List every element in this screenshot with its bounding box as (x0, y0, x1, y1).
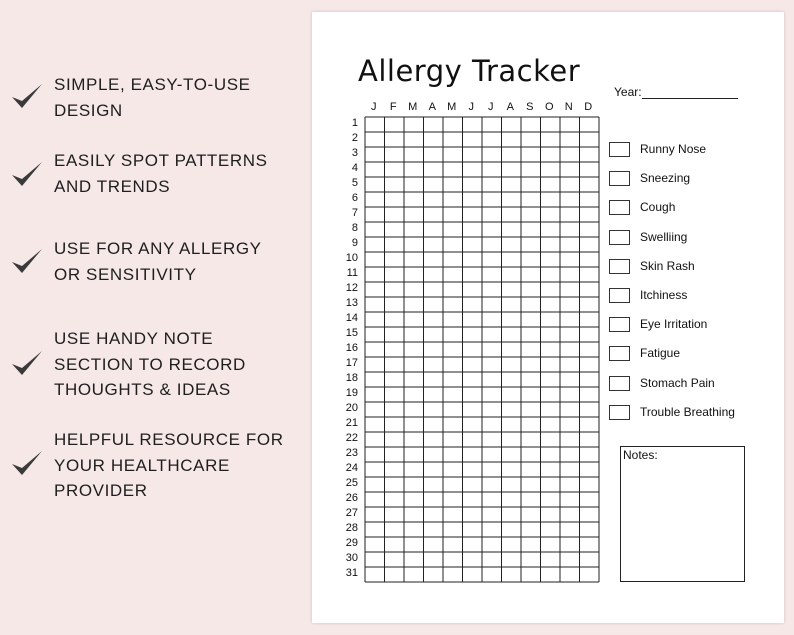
symptom-label: Runny Nose (640, 142, 707, 156)
day-label: 9 (351, 237, 358, 249)
day-label: 15 (345, 327, 358, 339)
symptom-checkbox[interactable] (609, 171, 630, 186)
day-label: 4 (351, 162, 358, 174)
month-header: O (544, 101, 554, 113)
symptom-item (609, 346, 784, 362)
symptom-item (609, 288, 784, 304)
month-header: J (468, 101, 474, 113)
month-header: J (371, 101, 377, 113)
checkmark-icon (10, 247, 44, 277)
symptom-label: Trouble Breathing (640, 404, 735, 419)
symptom-checkbox[interactable] (609, 317, 630, 332)
symptom-label: Cough (640, 200, 676, 215)
checkmark-icon (10, 349, 44, 379)
symptom-checkbox[interactable] (609, 230, 630, 245)
notes-box (620, 446, 745, 582)
day-label: 25 (345, 477, 358, 489)
month-header: F (389, 101, 397, 113)
day-label: 23 (345, 447, 358, 459)
symptom-label: Itchiness (640, 288, 688, 302)
symptom-checkbox[interactable] (609, 288, 630, 303)
day-label: 12 (345, 282, 358, 294)
symptom-item (609, 405, 784, 421)
symptom-item (609, 171, 784, 187)
feature-text: SIMPLE, EASY-TO-USE DESIGN (54, 75, 251, 120)
checkmark-icon (10, 82, 44, 112)
symptom-label: Stomach Pain (640, 375, 715, 390)
symptom-checkbox[interactable] (609, 142, 630, 157)
checkmark-icon (10, 160, 44, 190)
month-header: N (564, 101, 573, 113)
symptom-checkbox[interactable] (609, 405, 630, 420)
symptom-item (609, 259, 784, 275)
day-label: 27 (345, 507, 358, 519)
symptom-checkbox[interactable] (609, 259, 630, 274)
symptom-item (609, 317, 784, 333)
day-label: 6 (351, 192, 358, 204)
feature-text: HELPFUL RESOURCE FOR YOUR HEALTHCARE PROVIDER (54, 430, 284, 500)
day-label: 28 (345, 522, 358, 534)
day-label: 30 (345, 552, 358, 564)
day-label: 8 (351, 222, 358, 234)
feature-text: USE FOR ANY ALLERGY OR SENSITIVITY (54, 239, 262, 284)
symptom-item (609, 142, 784, 158)
symptom-label: Eye Irritation (640, 317, 708, 332)
day-label: 26 (345, 492, 358, 504)
symptom-checkbox[interactable] (609, 346, 630, 361)
day-label: 18 (345, 372, 358, 384)
day-label: 24 (345, 462, 358, 474)
tracker-grid (364, 116, 600, 583)
month-header: D (584, 101, 593, 113)
day-label: 31 (345, 567, 358, 579)
symptom-item (609, 376, 784, 392)
day-label: 16 (345, 342, 358, 354)
symptom-label: Fatigue (640, 346, 681, 361)
day-label: 5 (351, 177, 358, 189)
day-label: 2 (351, 132, 358, 144)
day-label: 21 (345, 417, 358, 429)
month-header: A (428, 101, 436, 113)
day-label: 29 (345, 537, 358, 549)
day-label: 20 (345, 402, 358, 414)
day-label: 13 (345, 297, 358, 309)
day-label: 14 (345, 312, 358, 324)
month-header: A (506, 101, 514, 113)
day-label: 1 (351, 117, 358, 129)
page-title: Allergy Tracker (358, 54, 581, 88)
symptom-label: Skin Rash (640, 258, 695, 273)
symptom-checkbox[interactable] (609, 200, 630, 215)
day-label: 11 (346, 267, 358, 279)
month-header: M (408, 101, 418, 113)
day-label: 19 (345, 387, 358, 399)
feature-text: EASILY SPOT PATTERNS AND TRENDS (54, 151, 268, 196)
symptom-checkbox[interactable] (609, 376, 630, 391)
feature-text: USE HANDY NOTE SECTION TO RECORD THOUGHTS & IDEAS (54, 329, 246, 399)
day-label: 22 (345, 432, 358, 444)
year-field-line (642, 98, 738, 99)
day-label: 17 (345, 357, 358, 369)
year-label: Year: (614, 85, 642, 99)
tracker-page (312, 12, 784, 623)
symptom-label: Sneezing (640, 171, 691, 186)
day-label: 10 (345, 252, 358, 264)
day-label: 3 (351, 147, 358, 159)
symptom-label: Swelliing (640, 229, 688, 244)
day-label: 7 (351, 207, 358, 219)
notes-label: Notes: (623, 448, 658, 462)
month-header: M (447, 101, 457, 113)
symptom-item (609, 230, 784, 246)
month-header: S (526, 101, 534, 113)
month-header: J (488, 101, 494, 113)
checkmark-icon (10, 449, 44, 479)
symptom-item (609, 200, 784, 216)
